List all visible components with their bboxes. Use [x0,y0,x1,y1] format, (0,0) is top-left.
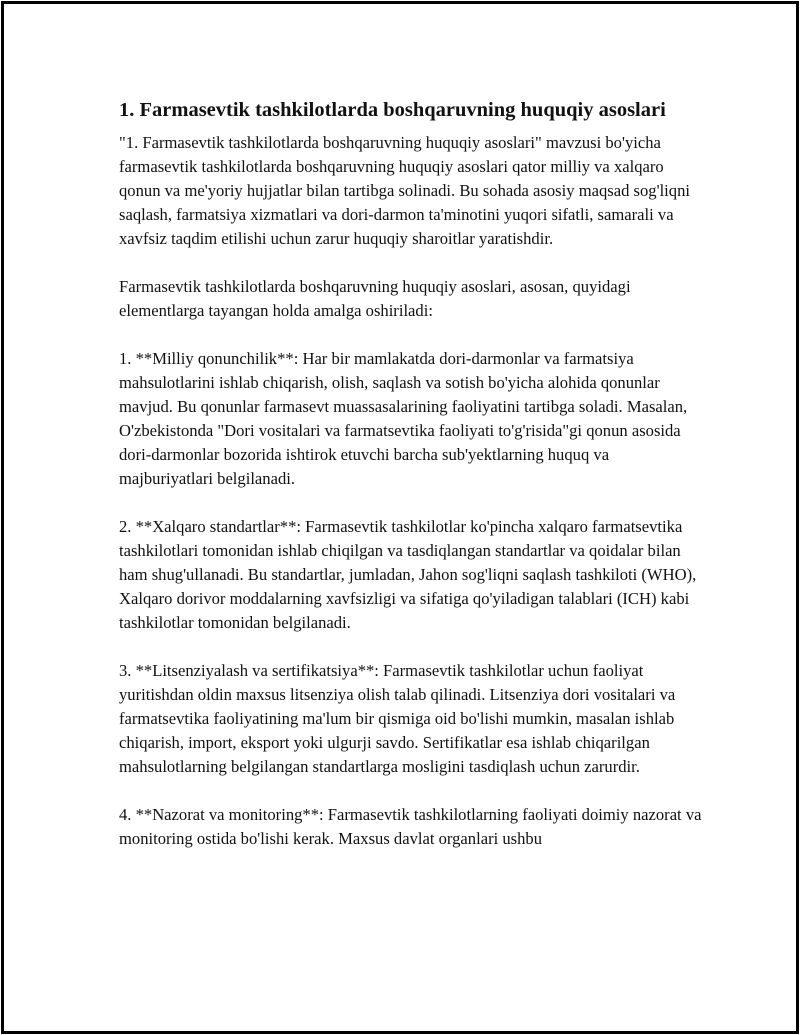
paragraph-international-standards: 2. **Xalqaro standartlar**: Farmasevtik tashkilotlar ko'pincha xalqaro farmatsevtika tashkilotlari tomonidan ishlab chiqilgan va tasdiqlangan standartlar va qoidalar bilan ham shug'ullanadi. Bu standartlar, jumladan, Jahon sog'liqni saqlash tashkiloti (WHO), Xalqaro dorivor moddalarning xavfsizligi va sifatiga qo'yiladigan talablari (ICH) kabi tashkilotlar tomonidan belgilanadi. [119,517,697,632]
page [1,1,799,1034]
paragraph-licensing: 3. **Litsenziyalash va sertifikatsiya**: Farmasevtik tashkilotlar uchun faoliyat yuritishdan oldin maxsus litsenziya olish talab qilinadi. Litsenziya dori vositalari va farmatsevtika faoliyatining ma'lum bir qismiga oid bo'lishi mumkin, masalan ishlab chiqarish, import, eksport yoki ulgurji savdo. Sertifikatlar esa ishlab chiqarilgan mahsulotlarning belgilangan standartlarga mosligini tasdiqlash uchun zarurdir. [119,661,676,776]
paragraph-overview: Farmasevtik tashkilotlarda boshqaruvning huquqiy asoslari, asosan, quyidagi elementlarga tayangan holda amalga oshiriladi: [119,277,631,320]
paragraph-monitoring: 4. **Nazorat va monitoring**: Farmasevtik tashkilotlarning faoliyati doimiy nazorat va monitoring ostida bo'lishi kerak. Maxsus davlat organlari ushbu [119,805,702,848]
document-title: 1. Farmasevtik tashkilotlarda boshqaruvning huquqiy asoslari [119,99,666,121]
paragraph-national-legislation: 1. **Milliy qonunchilik**: Har bir mamlakatda dori-darmonlar va farmatsiya mahsulotlarini ishlab chiqarish, olish, saqlash va sotish bo'yicha alohida qonunlar mavjud. Bu qonunlar farmasevt muassasalarining faoliyatini tartibga soladi. Masalan, O'zbekistonda "Dori vositalari va farmatsevtika faoliyati to'g'risida"gi qonun asosida dori-darmonlar bozorida ishtirok etuvchi barcha sub'yektlarning huquq va majburiyatlari belgilanadi. [119,349,688,488]
document-body [119,96,704,851]
paragraph-intro: "1. Farmasevtik tashkilotlarda boshqaruvning huquqiy asoslari" mavzusi bo'yicha farmasevtik tashkilotlarda boshqaruvning huquqiy asoslari qator milliy va xalqaro qonun va me'yoriy hujjatlar bilan tartibga solinadi. Bu sohada asosiy maqsad sog'liqni saqlash, farmatsiya xizmatlari va dori-darmon ta'minotini yuqori sifatli, samarali va xavfsiz taqdim etilishi uchun zarur huquqiy sharoitlar yaratishdir. [119,133,690,248]
